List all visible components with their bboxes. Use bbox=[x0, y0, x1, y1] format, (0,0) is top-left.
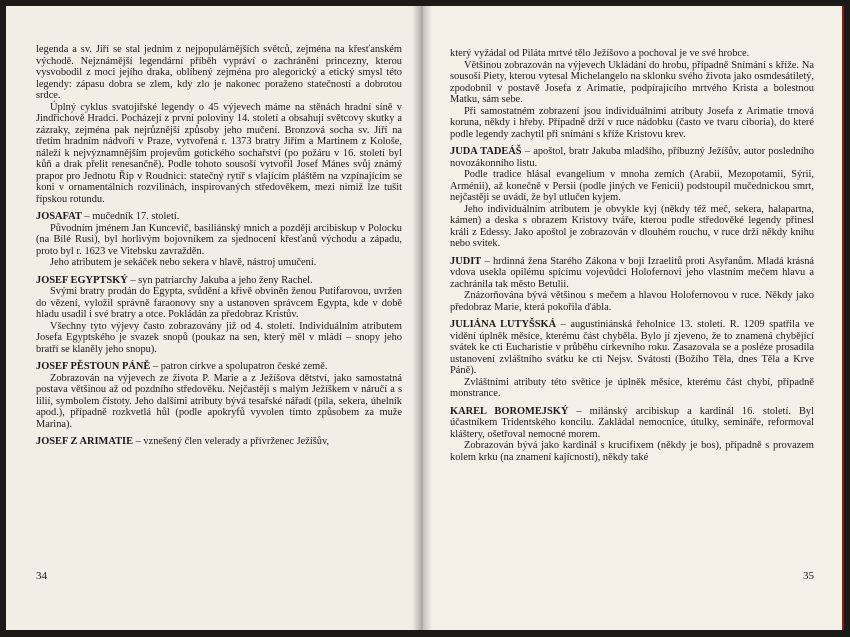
entry-lead: – augustiniánská řeholnice 13. století. R. 1209 spatřila ve vidění úplněk měsíce, kterému část chyběla. Bylo jí zjeveno, že to znamená chybějící svátek ke cti Eucharistie v průběhu církevního roku. Zasazovala se a posléze prosadila ustanovení zvláštního svátku ke cti Nejsv. Svátosti (Božího Těla, dnes Těla a Krve Páně). bbox=[450, 319, 814, 376]
entry-lead: – syn patriarchy Jakuba a jeho ženy Rachel. bbox=[127, 274, 313, 286]
entry-karel-boromejsky bbox=[450, 406, 814, 464]
entry-judit bbox=[450, 256, 814, 314]
paragraph: Podle tradice hlásal evangelium v mnoha zemích (Arabii, Mezopotamii, Sýrii, Arménii), až konečně v Persii (podle jiných ve Fenicii) podstoupil mučednickou smrt, nejčastěji se uvádí, že byl utlučen kyjem. bbox=[450, 169, 814, 203]
paragraph: Znázorňována bývá většinou s mečem a hlavou Holofernovou v ruce. Někdy jako předobraz Marie, která pokořila ďábla. bbox=[450, 290, 814, 313]
entry-heading: JOSEF Z ARIMATIE bbox=[36, 436, 133, 447]
paragraph: Původním jménem Jan Kuncevič, basiliánský mnich a později arcibiskup v Polocku (na Bílé Rusi), byl horlivým bojovníkem za sjednocení křesťanů východu a západu, proto byl r. 1623 ve Vitebsku zavražděn. bbox=[36, 222, 402, 257]
entry-heading: JOSAFAT bbox=[36, 211, 82, 222]
entry-lead: – mučedník 17. století. bbox=[81, 211, 180, 222]
right-page bbox=[420, 6, 844, 630]
entry-lead: – vznešený člen velerady a přívrženec Ježíšův, bbox=[133, 436, 330, 447]
entry-heading: KAREL BOROMEJSKÝ bbox=[450, 405, 569, 417]
paragraph: Většinou zobrazován na výjevech Ukládání do hrobu, případně Snímání s kříže. Na sousoší Piety, kterou vytesal Michelangelo na sklonku svého života jako osmdesátiletý, zpodobnil v postavě Josefa z Arimatie, podpírajícího mrtvého Krista a bolestnou Matku, sám sebe. bbox=[450, 59, 814, 105]
paragraph: Zobrazován na výjevech ze života P. Marie a z Ježíšova dětství, jako samostatná postava většinou až od pozdního středověku. Nejčastěji s malým Ježíškem v náručí a s lilií, symbolem čistoty. Jeho dalšími atributy bývá tesařské nářadí (pila, sekera, úhelník apod.), případně rozkvetlá hůl (podle apokryfů vyvolen tímto způsobem za muže Marina). bbox=[36, 372, 402, 430]
entry-lead: – milánský arcibiskup a kardinál 16. století. Byl účastníkem Tridentského koncilu. Zakládal nemocnice, útulky, semináře, reformoval kláštery, ošetřoval nemocné morem. bbox=[450, 405, 814, 440]
entry-lead: – hrdinná žena Starého Zákona v boji Izraelitů proti Asyřanům. Mladá krásná vdova usekla opilému spícímu vojevůdci Holofernovi jeho vlastním mečem hlavu a zachránila tak město Betulii. bbox=[450, 255, 814, 290]
entry-josafat bbox=[36, 211, 402, 269]
paragraph: legenda a sv. Jiří se stal jedním z nejpopulárnějších světců, zejména na křesťanském východě. Nejznámější legendární příběh vypráví o zachránění princezny, kterou vysvobodil z moci jejího draka, oblíbený zejména pro alegorický a etický smysl této legendy: zápasu dobra se zlem, kdy zlo je nakonec poraženo statečností a dobrotou srdce. bbox=[36, 44, 402, 101]
paragraph: Jeho atributem je sekáček nebo sekera v hlavě, nástroj umučení. bbox=[50, 257, 317, 268]
entry-lead: – patron církve a spolupatron české země. bbox=[150, 361, 328, 372]
entry-juda-tadeas bbox=[450, 146, 814, 250]
page-number: 35 bbox=[803, 570, 814, 582]
paragraph: Při samostatném zobrazení jsou individuálními atributy Josefa z Arimatie trnová koruna, někdy i hřeby. Případně drží v ruce nádobku (často ve tvaru ciboria), do které podle legendy zachytil při snímání s kříže Kristovu krev. bbox=[450, 105, 814, 140]
book-edge bbox=[842, 6, 844, 630]
left-page bbox=[6, 6, 420, 630]
entry-heading: JOSEF EGYPTSKÝ bbox=[36, 274, 128, 286]
entry-juliana-lutysska bbox=[450, 319, 814, 400]
paragraph: Svými bratry prodán do Egypta, svůdění a křivě obviněn ženou Putifarovou, uvržen do vězení, vyložil správně faraonovy sny a ustanoven správcem Egypta, kde v době hladu usadil i své bratry a otce. Pokládán za předobraz Kristův. bbox=[36, 286, 402, 320]
paragraph: Zvláštními atributy této světice je úplněk měsíce, kterému část chybí, případně monstrance. bbox=[450, 376, 814, 399]
entry-heading: JOSEF PĚSTOUN PÁNĚ bbox=[36, 361, 151, 372]
right-page-text bbox=[450, 48, 814, 463]
paragraph: Zobrazován bývá jako kardinál s krucifixem (někdy je bos), případně s provazem kolem krku (na znamení kajícnosti), někdy také bbox=[450, 440, 814, 463]
paragraph: který vyžádal od Piláta mrtvé tělo Ježíšovo a pochoval je ve své hrobce. bbox=[450, 48, 750, 59]
book-gutter bbox=[412, 6, 432, 630]
paragraph: Všechny tyto výjevy často zobrazovány již od 4. století. Individuálním atributem Josefa Egyptského je svazek snopů (poukaz na sen, který měl v mládí – snopy jeho bratří se klaněly jeho snopu). bbox=[36, 320, 402, 355]
entry-josef-egyptsky bbox=[36, 275, 402, 356]
entry-heading: JUDIT bbox=[450, 255, 482, 267]
entry-heading: JULIÁNA LUTYŠSKÁ bbox=[450, 319, 557, 330]
paragraph: Jeho individuálním atributem je obvykle kyj (někdy též meč, sekera, halapartna, kámen) a deska s obrazem Kristovy tváře, kterou podle středověké legendy přinesl králi z Edessy. Jako apoštol je zobrazován v dlouhém rouchu, v ruce drží někdy knihu nebo svitek. bbox=[450, 203, 814, 249]
left-page-text bbox=[36, 44, 402, 448]
paragraph: Úplný cyklus svatojiřské legendy o 45 výjevech máme na stěnách hradní síně v Jindřichově Hradci. Pocházejí z první poloviny 14. století a obsahují světcovy skutky a zázraky, zejména pak nejrůznější způsoby jeho mučení. Bronzová socha sv. Jiří na třetím hradním nádvoří v Praze, vytvořená r. 1373 bratry Jiřím a Martinem z Kološe, náleží k nejvýznamnějším projevům gotického sochařství (po požáru v 16. století byl kůň a drak přelit renesančně). Podle tohoto sousoší vytvořil Josef Mánes svůj známý prapor pro Jednotu Říp v Roudnici: statečný rytíř s vlajícím pláštěm na vzpínajícím se koni v ornamentálních rozvilinách, inspirovaných středověkem, mezi nimiž lze tušit řípskou rotundu. bbox=[36, 101, 402, 205]
page-number: 34 bbox=[36, 570, 47, 582]
entry-josef-pestoun-pane bbox=[36, 361, 402, 430]
book-spread bbox=[6, 6, 844, 630]
entry-lead: – apoštol, bratr Jakuba mladšího, příbuzný Ježíšův, autor posledního novozákonního listu. bbox=[450, 146, 815, 169]
entry-heading: JUDA TADEÁŠ bbox=[450, 146, 522, 157]
entry-josef-z-arimatie bbox=[36, 436, 402, 448]
